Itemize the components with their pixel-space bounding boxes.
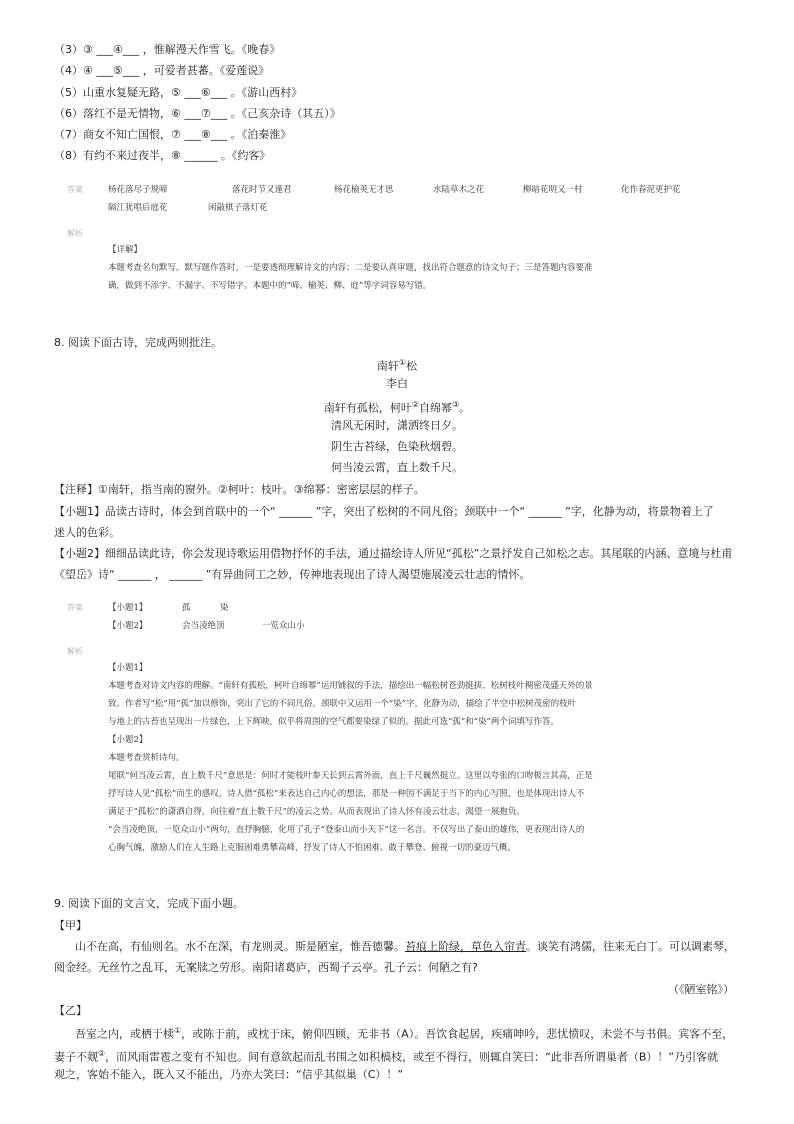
analysis-line: 尾联“何当凌云霄，直上数千尺”意思是：何时才能枝叶参天长到云霄外面，直上千尺巍然挺立。这里以夸张的口吻极言其高，正是 <box>108 771 593 781</box>
subquestion-1-cont: 迷人的色彩。 <box>54 526 120 539</box>
source-citation: （《陋室铭》） <box>668 983 734 996</box>
poem-line-2: 清风无闲时，潇洒终日夕。 <box>331 419 463 432</box>
fill-line-3: （3）③ ___④___ ，惟解漫天作雪飞。《晚春》 <box>54 43 281 56</box>
detail-title: 【详解】 <box>108 245 143 255</box>
poem-title: 南轩①松 <box>376 358 418 373</box>
answer-label: 答案 <box>67 185 83 194</box>
analysis-sub2-title: 【小题2】 <box>108 735 148 745</box>
poem-line-3: 阴生古苔绿，色染秋烟碧。 <box>331 440 463 453</box>
answer-label: 答案 <box>67 603 83 612</box>
analysis-label: 解析 <box>67 647 83 656</box>
question-8-title: 8. 阅读下面古诗，完成两则批注。 <box>54 336 222 349</box>
analysis-line: 致。作者写“松”用“孤”加以修饰，突出了它的不同凡俗。颈联中又运用一个“染”字，化静为动，描绘了半空中松树茂密的枝叶 <box>108 699 577 709</box>
analysis-line: 与地上的古苔也呈现出一片绿色，上下辉映，似乎将周围的空气都要染绿了似的。据此可选“孤”和“染”两个词填写作答。 <box>108 717 559 727</box>
analysis-line: 心胸气魄，激励人们在人生路上克服困难勇攀高峰，抒发了诗人不怕困难、敢于攀登、俯视一切的豪迈气概。 <box>108 843 517 853</box>
answer-item: 隔江犹唱后庭花 <box>108 203 168 213</box>
answer-item: 杨花落尽子规啼 <box>108 185 168 195</box>
poem-line-4: 何当凌云霄，直上数千尺。 <box>331 461 463 474</box>
analysis-label: 解析 <box>67 229 83 238</box>
jia-paragraph-line-2: 阅金经。无丝竹之乱耳，无案牍之劳形。南阳诸葛庐，西蜀子云亭。孔子云：何陋之有? <box>54 961 478 974</box>
jia-paragraph-line-1: 山不在高，有仙则名。水不在深，有龙则灵。斯是陋室，惟吾德馨。苔痕上阶绿，草色入帘青。谈笑有鸿儒，往来无白丁。可以调素琴， <box>75 940 735 953</box>
answer-sub1-label: 【小题1】 <box>108 603 148 613</box>
question-9-title: 9. 阅读下面的文言文，完成下面小题。 <box>54 897 244 910</box>
detail-line: 确，做到不添字、不漏字、不写错字。本题中的“啼、榆荚、柳、庭”等字词容易写错。 <box>108 281 432 291</box>
analysis-line: 满足于“孤松”的潇洒自得，向往着“直上数千尺”的凌云之势。从而表现出了诗人怀有凌云壮志，渴望一展抱负。 <box>108 807 525 817</box>
subquestion-2: 【小题2】细细品读此诗，你会发现诗歌运用借物抒怀的手法，通过描绘诗人所见“孤松”之景抒发自己如松之志。其尾联的内涵、意境与杜甫 <box>54 547 733 560</box>
analysis-line: “会当凌绝顶，一览众山小”两句，直抒胸臆，化用了孔子“登泰山而小天下”这一名言。不仅写出了泰山的雄伟，更表现出诗人的 <box>108 825 585 835</box>
section-jia-label: 【甲】 <box>54 919 87 932</box>
fill-line-8: （8）有约不来过夜半，⑧ ______ 。《约客》 <box>54 149 271 162</box>
fill-line-5: （5）山重水复疑无路，⑤ ___⑥___ 。《游山西村》 <box>54 86 303 99</box>
answer-item: 水陆草木之花 <box>433 185 485 195</box>
subquestion-2-cont: 《望岳》诗“ ______ ， ______ ”有异曲同工之妙，传神地表现出了诗人渴望施展凌云壮志的情怀。 <box>54 568 531 581</box>
answer-item: 染 <box>220 603 229 613</box>
fill-line-7: （7）商女不知亡国恨，⑦ ___⑧___ 。《泊秦淮》 <box>54 128 292 141</box>
yi-paragraph-line-2: 妻子不觌②，而风雨雷雹之变有不知也。间有意欲起而乱书围之如积槁枝，或至不得行，则辄自笑曰：“此非吾所谓巢者（B）！”乃引客就 <box>54 1049 719 1064</box>
poem-notes: 【注释】①南轩，指当南的窗外。②柯叶：枝叶。③绵幂：密密层层的样子。 <box>54 483 425 496</box>
answer-item: 闲敲棋子落灯花 <box>208 203 268 213</box>
section-yi-label: 【乙】 <box>54 1004 87 1017</box>
poem-author: 李白 <box>386 377 408 390</box>
fill-line-6: （6）落红不是无情物，⑥ ___⑦___ 。《己亥杂诗（其五）》 <box>54 107 341 120</box>
answer-item: 柳暗花明又一村 <box>523 185 583 195</box>
answer-item: 一览众山小 <box>262 621 305 631</box>
fill-line-4: （4）④ ___⑤___ ，可爱者甚蕃。《爱莲说》 <box>54 64 270 77</box>
yi-paragraph-line-1: 吾室之内，或栖于椟①，或陈于前，或枕于床，俯仰四顾，无非书（A）。吾饮食起居，疾痛呻吟，悲忧愤叹，未尝不与书俱。宾客不至， <box>75 1026 734 1041</box>
analysis-sub1-title: 【小题1】 <box>108 663 148 673</box>
analysis-line: 本题考查对诗文内容的理解。“南轩有孤松，柯叶自绵幂”运用铺叙的手法，描绘出一幅松树苍劲挺拔、松树枝叶稠密茂盛天外的景 <box>108 681 593 691</box>
poem-line-1: 南轩有孤松，柯叶②自绵幂③。 <box>323 400 471 415</box>
yi-paragraph-line-3: 观之，客始不能入，既入又不能出，乃亦大笑曰：“信乎其似巢（C）！” <box>54 1068 404 1081</box>
analysis-line: 本题考查赏析诗句。 <box>108 753 185 763</box>
answer-item: 孤 <box>182 603 191 613</box>
subquestion-1: 【小题1】品读古诗时，体会到首联中的一个“ ______ ”字，突出了松树的不同凡俗；颈联中一个“ ______ ”字，化静为动，将景物着上了 <box>54 505 714 518</box>
detail-line: 本题考查名句默写。默写题作答时，一是要透彻理解诗文的内容；二是要认真审题，找出符合题意的诗文句子；三是答题内容要准 <box>108 263 593 273</box>
answer-sub2-label: 【小题2】 <box>108 621 148 631</box>
answer-item: 杨花榆荚无才思 <box>334 185 394 195</box>
answer-item: 会当凌绝顶 <box>182 621 225 631</box>
answer-item: 化作春泥更护花 <box>621 185 681 195</box>
analysis-line: 抒写诗人见“孤松”而生的感叹，诗人借“孤松”来表达自己内心的想法，那是一种因不满足于当下的内心写照，也是体现出诗人不 <box>108 789 585 799</box>
answer-item: 落花时节又逢君 <box>232 185 292 195</box>
